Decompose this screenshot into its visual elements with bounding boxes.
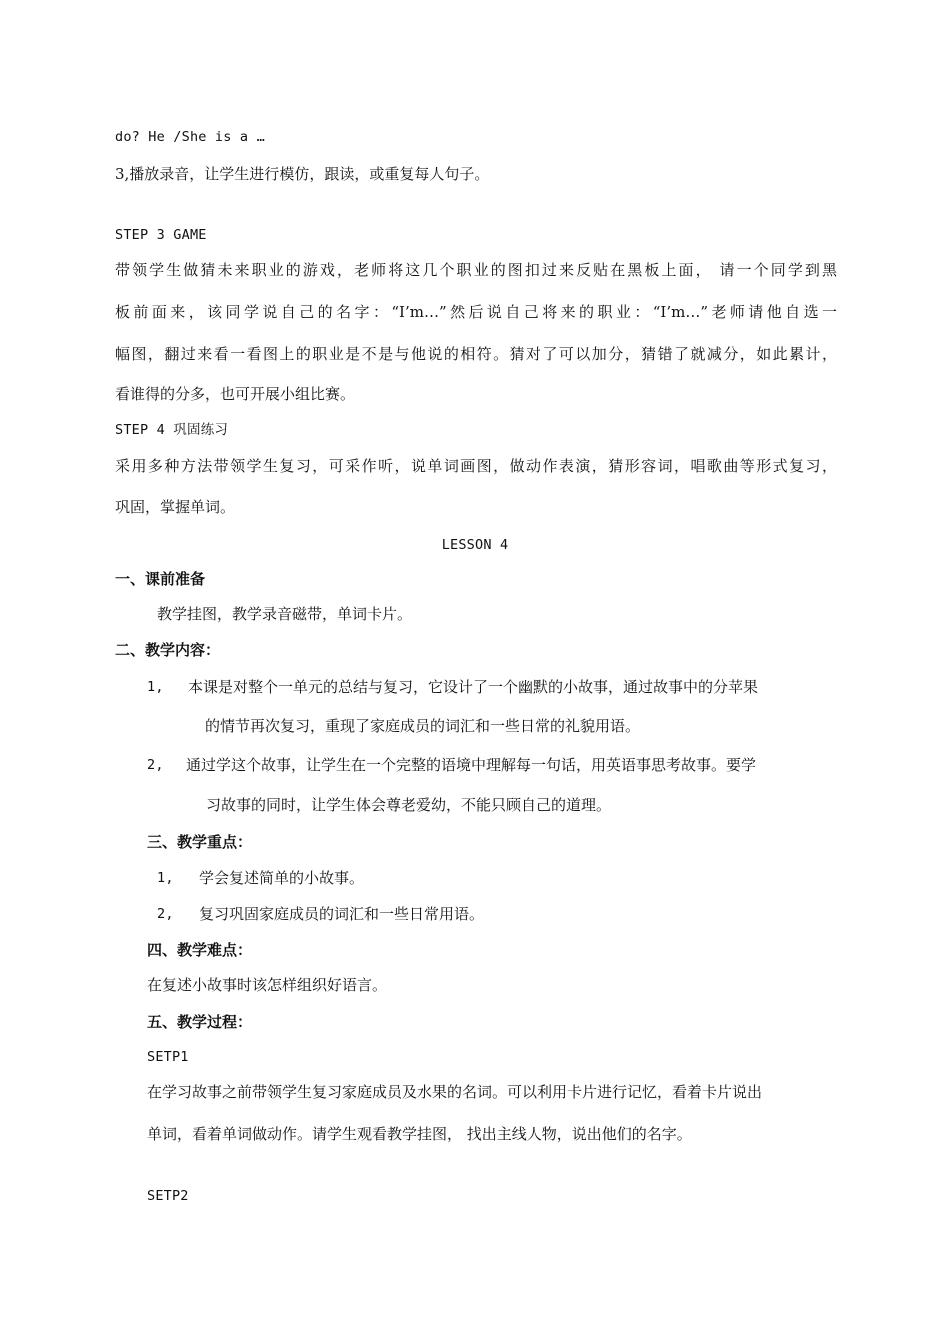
setp1-paragraph-line: 在学习故事之前带领学生复习家庭成员及水果的名词。可以利用卡片进行记忆，看着卡片说出 (147, 1083, 763, 1101)
step3-paragraph-line: 看谁得的分多，也可开展小组比赛。 (115, 385, 356, 403)
list-item-text: 复习巩固家庭成员的词汇和一些日常用语。 (199, 905, 485, 923)
setp1-paragraph-line: 单词，看着单词做动作。请学生观看教学挂图， 找出主线人物，说出他们的名字。 (147, 1125, 692, 1143)
list-item-text: 的情节再次复习，重现了家庭成员的词汇和一些日常的礼貌用语。 (205, 717, 641, 735)
list-number: 1, (147, 679, 164, 695)
paragraph-step-2-point-3: 3,播放录音，让学生进行模仿，跟读，或重复每人句子。 (115, 165, 490, 183)
section-heading: 四、教学难点： (147, 941, 253, 959)
list-number: 2, (147, 757, 164, 773)
section-heading: 五、教学过程： (147, 1013, 253, 1031)
list-number: 1, (157, 870, 174, 886)
step3-paragraph-line: 带领学生做猜未来职业的游戏，老师将这几个职业的图扣过来反贴在黑板上面， 请一个同学到黑 (115, 261, 837, 279)
step4-heading: STEP 4 巩固练习 (115, 422, 229, 438)
list-item-text: 学会复述简单的小故事。 (199, 869, 365, 887)
paragraph-do-line: do? He /She is a … (115, 129, 265, 145)
list-number: 2, (157, 906, 174, 922)
section-text: 在复述小故事时该怎样组织好语言。 (147, 976, 388, 994)
step3-paragraph-line: 幅图，翻过来看一看图上的职业是不是与他说的相符。猜对了可以加分，猜错了就减分，如此累计， (115, 345, 837, 363)
step4-paragraph-line: 采用多种方法带领学生复习，可采作听，说单词画图，做动作表演，猜形容词，唱歌曲等形式复习， (115, 457, 837, 475)
list-item-text: 习故事的同时，让学生体会尊老爱幼，不能只顾自己的道理。 (206, 796, 612, 814)
section-text: 教学挂图，教学录音磁带，单词卡片。 (157, 605, 413, 623)
list-item-text: 通过学这个故事，让学生在一个完整的语境中理解每一句话，用英语事思考故事。要学 (186, 756, 757, 774)
step-label: SETP1 (147, 1049, 189, 1065)
section-heading: 一、课前准备 (115, 570, 206, 588)
list-item-text: 本课是对整个一单元的总结与复习，它设计了一个幽默的小故事，通过故事中的分苹果 (188, 678, 759, 696)
section-heading: 二、教学内容： (115, 641, 221, 659)
lesson-title: LESSON 4 (441, 537, 509, 553)
step3-heading: STEP 3 GAME (115, 227, 207, 243)
step4-paragraph-line: 巩固，掌握单词。 (115, 498, 236, 516)
step-label: SETP2 (147, 1188, 189, 1204)
section-heading: 三、教学重点： (147, 833, 253, 851)
step3-paragraph-line: 板前面来，该同学说自己的名字：“I’m…”然后说自己将来的职业：“I’m…”老师请他自选一 (115, 303, 837, 321)
